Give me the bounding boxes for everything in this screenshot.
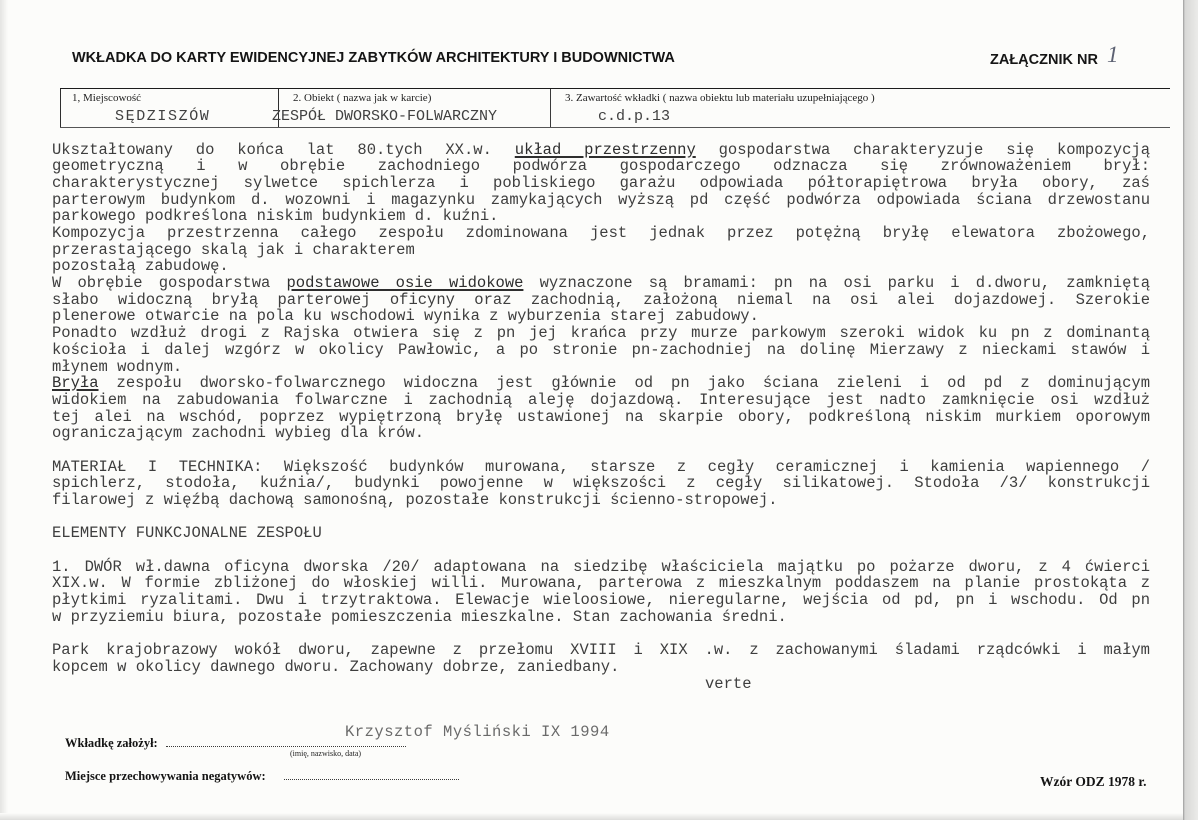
text-segment: kościoła i dalej wzgórz w okolicy Pawłowic, a po stronie pn-zachodniej na dolinę Mierzawy z nieckami stawów i	[52, 340, 1150, 359]
text-line	[52, 208, 1150, 225]
field-contents	[550, 89, 1170, 127]
text-segment: zespołu dworsko-folwarcznego widoczna jest głównie od pn jako ściana zieleni i od pd z dominującym	[98, 374, 1150, 393]
field-value: c.d.p.13	[598, 108, 671, 125]
blank-line	[52, 509, 1150, 526]
text-line	[52, 559, 1150, 576]
text-line	[52, 592, 1150, 609]
author-hint: (imię, nazwisko, data)	[290, 749, 362, 758]
text-segment: kopcem w okolicy dawnego dworu. Zachowany dobrze, zaniedbany.	[52, 657, 620, 676]
text-line	[52, 242, 1150, 259]
text-line	[52, 375, 1150, 392]
text-line	[52, 292, 1150, 309]
scan-edge-bottom	[0, 813, 1183, 820]
text-line	[52, 409, 1150, 426]
section-materials	[52, 459, 1150, 476]
scan-edge-right	[1183, 0, 1198, 820]
text-segment: ELEMENTY FUNKCJONALNE ZESPOŁU	[52, 524, 322, 543]
text-segment: widokiem na zabudowania folwarczne i zachodnią aleję dojazdową. Interesujące jest nadto zamknięcie osi wzdłuż	[52, 390, 1150, 409]
text-segment: geometryczną i w obrębie zachodniego podwórza gospodarczego odznacza się zrównoważeniem brył:	[52, 157, 1150, 176]
blank-line	[52, 442, 1150, 459]
text-line	[52, 142, 1150, 159]
field-value: ZESPÓŁ DWORSKO-FOLWARCZNY	[272, 108, 498, 125]
text-segment: płytkimi ryzalitami. Dwu i trzytraktowa. Elewacje wieloosiowe, nieregularne, wejścia od pd, pn i wschodu. Od pn	[52, 591, 1150, 610]
text-line	[52, 359, 1150, 376]
text-line	[52, 158, 1150, 175]
text-segment: wyznaczone są bramami: pn na osi parku i d.dworu, zamkniętą	[523, 274, 1150, 293]
text-line	[52, 225, 1150, 242]
blank-line	[52, 542, 1150, 559]
text-segment: parkowego podkreślona niskim budynkiem d. kuźni.	[52, 207, 499, 226]
text-line	[52, 425, 1150, 442]
text-line	[52, 642, 1150, 659]
author-dotted-leader	[166, 738, 406, 747]
template-reference: Wzór ODZ 1978 r.	[1040, 774, 1147, 789]
text-segment: filarowej z więźbą dachową samonośną, pozostałe konstrukcji ścienno-stropowej.	[52, 491, 778, 510]
author-typed-value: Krzysztof Myśliński IX 1994	[345, 723, 610, 741]
attachment-label: ZAŁĄCZNIK NR	[990, 52, 1098, 68]
text-segment: 1. DWÓR wł.dawna oficyna dworska /20/ adaptowana na siedzibę właściciela majątku po pożarze dworu, z 4 ćwierci	[52, 557, 1150, 576]
text-segment: w przyziemiu biura, pozostałe pomieszczenia mieszkalne. Stan zachowania średni.	[52, 607, 787, 626]
field-label: 1, Miejscowość	[72, 92, 142, 104]
negatives-label: Miejsce przechowywania negatywów:	[65, 769, 266, 783]
section-heading	[52, 525, 1150, 542]
text-line	[52, 192, 1150, 209]
text-segment: Ukształtowany do końca lat 80.tych XX.w.	[52, 140, 515, 159]
header-fields-box	[60, 88, 1170, 128]
text-segment: gospodarstwa charakteryzuje się kompozycją	[695, 140, 1150, 159]
text-line	[52, 475, 1150, 492]
text-segment: W obrębie gospodarstwa	[52, 274, 287, 293]
text-segment: Kompozycja przestrzenna całego zespołu zdominowana jest jednak przez potężną bryłę elewatora zbożowego,	[52, 224, 1150, 243]
field-value: SĘDZISZÓW	[115, 108, 211, 125]
author-label: Wkładkę założył:	[65, 736, 158, 750]
text-segment: parterowym budynkom d. wozowni i magazynku zamykających wyższą pd część podwórza odpowiada ściana drzewostanu	[52, 190, 1150, 209]
field-object	[272, 89, 550, 127]
negatives-dotted-leader	[284, 771, 459, 780]
text-line	[52, 392, 1150, 409]
text-line	[52, 492, 1150, 509]
description-text	[52, 142, 1150, 693]
text-segment: verte	[705, 674, 752, 693]
text-segment: młynem wodnym.	[52, 357, 183, 376]
field-label: 2. Obiekt ( nazwa jak w karcie)	[293, 92, 432, 104]
text-segment: Park krajobrazowy wokół dworu, zapewne z przełomu XVIII i XIX .w. z zachowanymi śladami rządcówki i małym	[52, 641, 1150, 660]
text-segment: Ponadto wzdłuż drogi z Rajska otwiera się z pn jej krańca przy murze parkowym szeroki widok ku pn z dominantą	[52, 324, 1150, 343]
text-line	[52, 575, 1150, 592]
text-segment: charakterystycznej sylwetce spichlerza i pobliskiego garażu odpowiada półtorapiętrowa bryła obory, zaś	[52, 173, 1150, 192]
underlined-phrase: układ przestrzenny	[514, 140, 696, 159]
form-title: WKŁADKA DO KARTY EWIDENCYJNEJ ZABYTKÓW ARCHITEKTURY I BUDOWNICTWA	[72, 50, 675, 66]
underlined-phrase: Bryła	[52, 374, 99, 393]
text-segment: tej alei na wschód, poprzez wypiętrzoną bryłę ustawionej na skarpie obory, podkreśloną niskim murkiem oporowym	[52, 407, 1150, 426]
text-segment: spichlerz, stodoła, kuźnia/, budynki powojenne w większości z cegły silikatowej. Stodoła /3/ konstrukcji	[52, 474, 1150, 493]
text-line	[52, 659, 1150, 676]
text-segment: ograniczającym zachodni wybieg dla krów.	[52, 424, 425, 443]
text-line	[52, 258, 1150, 275]
text-segment: słabo widoczną bryłą parterowej oficyny oraz zachodnią, założoną niemal na osi alei dojazdowej. Szerokie	[52, 290, 1150, 309]
text-segment: pozostałą zabudowę.	[52, 257, 229, 276]
text-segment: MATERIAŁ I TECHNIKA: Większość budynków murowana, starsze z cegły ceramicznej i kamienia wapiennego /	[52, 457, 1150, 476]
text-segment: plenerowe otwarcie na pola ku wschodowi wynika z wyburzenia starej zabudowy.	[52, 307, 759, 326]
text-line	[52, 342, 1150, 359]
field-locality	[60, 89, 278, 127]
attachment-number-handwritten: 1	[1107, 42, 1119, 67]
text-line	[52, 175, 1150, 192]
text-line	[52, 275, 1150, 292]
text-segment: XIX.w. W formie zbliżonej do włoskiej willi. Murowana, parterowa z mieszkalnym poddaszem na planie prostokąta z	[52, 574, 1150, 593]
text-line	[52, 308, 1150, 325]
text-line	[52, 325, 1150, 342]
verte-note	[52, 676, 1150, 693]
underlined-phrase: podstawowe osie widokowe	[286, 274, 524, 293]
field-label: 3. Zawartość wkładki ( nazwa obiektu lub materiału uzupełniającego )	[565, 92, 875, 104]
blank-line	[52, 626, 1150, 643]
text-line	[52, 609, 1150, 626]
text-segment: przerastającego skalą jak i charakterem	[52, 240, 415, 259]
scan-edge-left	[0, 0, 8, 820]
